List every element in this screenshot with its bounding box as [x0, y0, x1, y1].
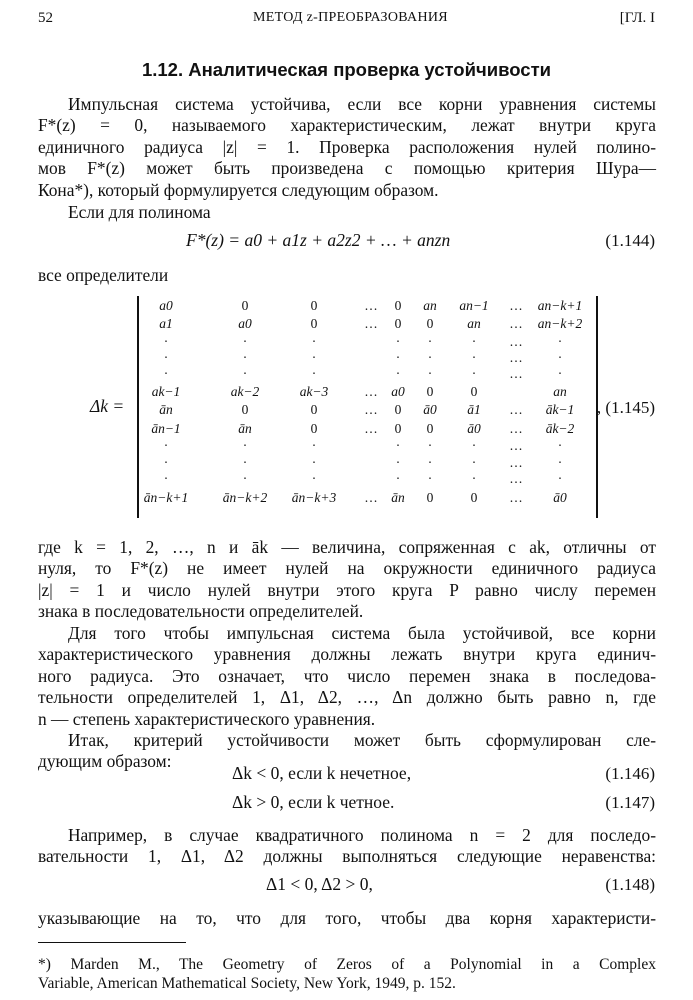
matrix-cell: ān: [238, 421, 252, 436]
matrix-cell: ·: [163, 438, 169, 453]
matrix-cell: ·: [311, 350, 317, 365]
matrix-cell: 0: [310, 298, 318, 313]
matrix-cell: …: [364, 316, 378, 331]
matrix-cell: a0: [238, 316, 252, 331]
matrix-cell: ·: [471, 334, 477, 349]
equation-number-1-145: , (1.145): [596, 398, 655, 417]
matrix-cell: ·: [557, 455, 563, 470]
matrix-cell: ak−1: [151, 384, 181, 399]
text-line: Например, в случае квадратичного полинома n = 2 для последо-: [68, 825, 656, 845]
matrix-cell: …: [364, 421, 378, 436]
paragraph-example: [38, 825, 656, 868]
matrix-cell: …: [364, 298, 378, 313]
equation-1-147: Δk > 0, если k четное.: [232, 792, 395, 812]
equation-1-146: Δk < 0, если k нечетное,: [232, 763, 412, 783]
paragraph-continuation: [38, 908, 656, 929]
equation-number-1-148: (1.148): [605, 875, 655, 894]
matrix-cell: ·: [163, 334, 169, 349]
text-line: указывающие на то, что для того, чтобы два корня характеристи-: [38, 908, 656, 928]
matrix-cell: …: [509, 316, 523, 331]
matrix-cell: āk−1: [545, 402, 575, 417]
text-line: Кона*), который формулируется следующим образом.: [38, 179, 439, 200]
matrix-cell: an: [553, 384, 567, 399]
matrix-cell: ·: [242, 438, 248, 453]
matrix-cell: …: [364, 402, 378, 417]
page-number: 52: [38, 10, 53, 26]
matrix-cell: ·: [557, 350, 563, 365]
matrix-cell: ·: [427, 350, 433, 365]
matrix-cell: …: [364, 384, 378, 399]
running-title: МЕТОД z-ПРЕОБРАЗОВАНИЯ: [253, 10, 448, 25]
footnote-line: *) Marden M., The Geometry of Zeros of a Polynomial in a Complex: [38, 956, 656, 973]
matrix-cell: ·: [242, 350, 248, 365]
matrix-cell: ak−3: [299, 384, 329, 399]
matrix-cell: 0: [394, 402, 402, 417]
matrix-cell: ·: [163, 471, 169, 486]
matrix-cell: ·: [311, 455, 317, 470]
matrix-cell: …: [509, 471, 523, 486]
matrix-cell: an−k+1: [537, 298, 583, 313]
matrix-cell: …: [509, 490, 523, 505]
text-line: вательности 1, Δ1, Δ2 должны выполняться следующие неравенства:: [38, 846, 656, 867]
matrix-cell: 0: [426, 384, 434, 399]
matrix-cell: ·: [427, 471, 433, 486]
matrix-cell: ·: [557, 471, 563, 486]
matrix-cell: …: [509, 334, 523, 349]
matrix-cell: 0: [310, 402, 318, 417]
matrix-cell: ān−1: [151, 421, 181, 436]
matrix-cell: āk−2: [545, 421, 575, 436]
paragraph-conjugate: [38, 537, 656, 623]
text-line: нуля, то F*(z) не имеет нулей на окружности единичного радиуса: [38, 558, 656, 579]
matrix-cell: an−k+2: [537, 316, 583, 331]
matrix-cell: ·: [557, 438, 563, 453]
text-line: ного радиуса. Это означает, что число перемен знака в последова-: [38, 665, 656, 686]
matrix-cell: …: [509, 298, 523, 313]
matrix-cell: ·: [395, 334, 401, 349]
matrix-cell: ·: [395, 438, 401, 453]
text-line: |z| = 1 и число нулей внутри этого круга P равно числу перемен: [38, 579, 656, 600]
matrix-cell: …: [509, 350, 523, 365]
equation-number-1-147: (1.147): [605, 793, 655, 812]
polynomial-intro: Если для полинома: [68, 202, 211, 222]
matrix-cell: ·: [557, 366, 563, 381]
matrix-cell: 0: [241, 298, 249, 313]
matrix-cell: …: [509, 455, 523, 470]
matrix-cell: ān−k+1: [143, 490, 189, 505]
matrix-cell: ā0: [467, 421, 481, 436]
matrix-cell: ·: [311, 471, 317, 486]
matrix-cell: ·: [395, 455, 401, 470]
matrix-cell: ·: [471, 455, 477, 470]
matrix-cell: 0: [394, 421, 402, 436]
matrix-cell: ·: [427, 334, 433, 349]
equation-number-1-144: (1.144): [605, 231, 655, 250]
matrix-cell: ā0: [423, 402, 437, 417]
matrix-cell: 0: [426, 316, 434, 331]
matrix-cell: ā0: [553, 490, 567, 505]
text-line: характеристического уравнения должны лежать внутри круга единич-: [38, 644, 656, 665]
matrix-cell: ·: [242, 366, 248, 381]
text-line: единичного радиуса |z| = 1. Проверка расположения нулей полино-: [38, 136, 656, 157]
matrix-cell: ·: [311, 438, 317, 453]
matrix-cell: ·: [395, 471, 401, 486]
matrix-cell: 0: [394, 316, 402, 331]
matrix-cell: …: [509, 438, 523, 453]
matrix-cell: a1: [159, 316, 173, 331]
matrix-cell: ·: [242, 455, 248, 470]
text-line: тельности определителей 1, Δ1, Δ2, …, Δn должно быть равно n, где: [38, 687, 656, 708]
matrix-cell: ak−2: [230, 384, 260, 399]
text-line: знака в последовательности определителей.: [38, 601, 364, 622]
matrix-cell: a0: [159, 298, 173, 313]
matrix-cell: ·: [242, 471, 248, 486]
section-title: 1.12. Аналитическая проверка устойчивости: [141, 59, 552, 80]
matrix-cell: ·: [557, 334, 563, 349]
matrix-cell: ·: [311, 366, 317, 381]
matrix-cell: ān−k+3: [291, 490, 337, 505]
matrix-cell: ·: [471, 350, 477, 365]
matrix-cell: 0: [426, 421, 434, 436]
matrix-cell: ān−k+2: [222, 490, 268, 505]
equation-1-144: F*(z) = a0 + a1z + a2z2 + … + anzn: [186, 230, 451, 250]
matrix-cell: ·: [427, 438, 433, 453]
matrix-cell: a0: [391, 384, 405, 399]
matrix-cell: 0: [241, 402, 249, 417]
determinant-lhs: Δk =: [90, 396, 125, 416]
matrix-cell: ·: [471, 471, 477, 486]
text-line: n — степень характеристического уравнения.: [38, 708, 376, 729]
matrix-cell: …: [509, 421, 523, 436]
text-line: F*(z) = 0, называемого характеристическим, лежат внутри круга: [38, 115, 656, 136]
text-line: Импульсная система устойчива, если все корни уравнения системы: [68, 94, 656, 114]
matrix-cell: ·: [163, 455, 169, 470]
matrix-cell: ·: [427, 455, 433, 470]
matrix-cell: ān: [159, 402, 173, 417]
matrix-cell: an−1: [459, 298, 489, 313]
matrix-cell: ā1: [467, 402, 481, 417]
matrix-cell: …: [509, 366, 523, 381]
equation-number-1-146: (1.146): [605, 764, 655, 783]
matrix-cell: ·: [163, 350, 169, 365]
paragraph-stability: [38, 623, 656, 730]
footnote-line: Variable, American Mathematical Society, New York, 1949, p. 152.: [38, 975, 456, 992]
matrix-cell: 0: [470, 490, 478, 505]
determinants-intro: все определители: [38, 265, 169, 285]
matrix-cell: ·: [471, 438, 477, 453]
matrix-cell: ·: [163, 366, 169, 381]
matrix-cell: 0: [470, 384, 478, 399]
matrix-cell: an: [423, 298, 437, 313]
matrix-cell: …: [364, 490, 378, 505]
matrix-cell: ·: [427, 366, 433, 381]
matrix-cell: 0: [426, 490, 434, 505]
matrix-cell: ·: [395, 350, 401, 365]
matrix-cell: ·: [311, 334, 317, 349]
text-line: где k = 1, 2, …, n и āk — величина, сопряженная с ak, отличны от: [38, 537, 656, 557]
matrix-cell: 0: [310, 421, 318, 436]
matrix-cell: …: [509, 402, 523, 417]
matrix-cell: ān: [391, 490, 405, 505]
chapter-label: [ГЛ. I: [619, 10, 655, 26]
matrix-cell: ·: [395, 366, 401, 381]
matrix-cell: 0: [310, 316, 318, 331]
footnote-rule: [38, 942, 186, 943]
text-line: дующим образом:: [38, 751, 172, 772]
matrix-cell: ·: [471, 366, 477, 381]
text-line: Итак, критерий устойчивости может быть сформулирован сле-: [68, 730, 656, 750]
matrix-cell: an: [467, 316, 481, 331]
equation-1-148: Δ1 < 0, Δ2 > 0,: [266, 874, 373, 894]
matrix-cell: ·: [242, 334, 248, 349]
text-line: Для того чтобы импульсная система была устойчивой, все корни: [68, 623, 656, 643]
text-line: мов F*(z) может быть произведена с помощью критерия Шура—: [38, 158, 656, 179]
footnote: [38, 955, 656, 993]
matrix-cell: 0: [394, 298, 402, 313]
